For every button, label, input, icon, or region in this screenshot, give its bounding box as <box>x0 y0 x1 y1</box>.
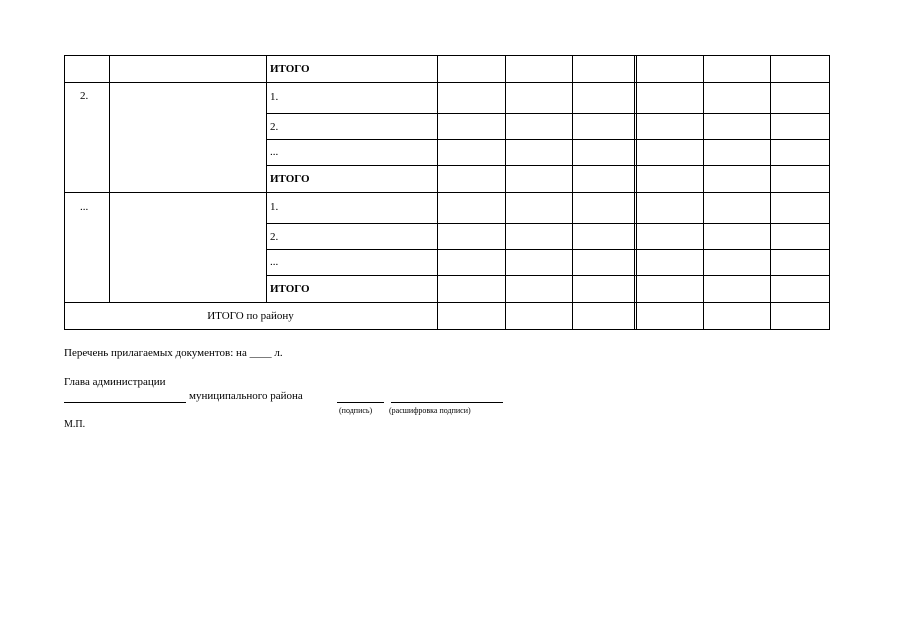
name-blank-line <box>64 402 186 403</box>
row-total-label: ИТОГО <box>270 283 310 295</box>
signature-caption: (подпись) <box>339 406 373 415</box>
documents-list-note: Перечень прилагаемых документов: на ____ л. <box>64 347 283 359</box>
head-title-line2: муниципального района <box>189 390 303 402</box>
section-number-2: 2. <box>80 90 89 102</box>
head-title-line1: Глава администрации <box>64 376 166 388</box>
district-total-label: ИТОГО по району <box>207 310 294 322</box>
stamp-place-label: М.П. <box>64 419 86 430</box>
signature-blank-line <box>337 402 384 403</box>
decoding-caption: (расшифровка подписи) <box>389 406 471 415</box>
row-item-label: ... <box>270 256 279 268</box>
section-number-more: ... <box>80 201 89 213</box>
row-item-label: 1. <box>270 201 279 213</box>
row-item-label: 2. <box>270 231 279 243</box>
row-total-label: ИТОГО <box>270 63 310 75</box>
row-item-label: 1. <box>270 91 279 103</box>
row-item-label: ... <box>270 146 279 158</box>
row-item-label: 2. <box>270 121 279 133</box>
row-total-label: ИТОГО <box>270 173 310 185</box>
decoding-blank-line <box>391 402 503 403</box>
